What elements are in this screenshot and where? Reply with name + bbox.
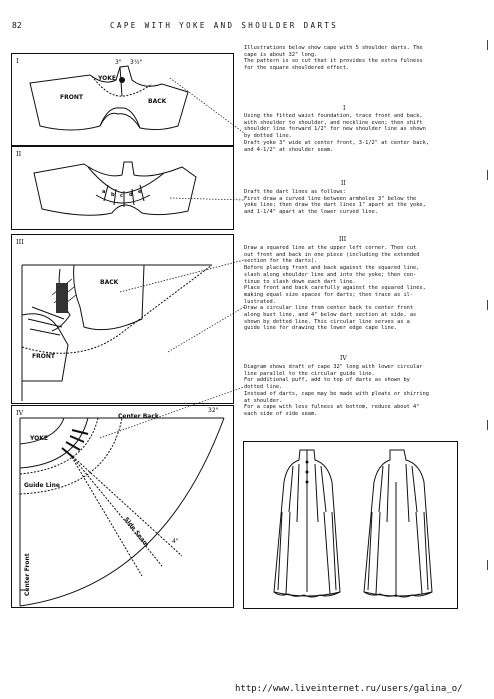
reduce-label: 4" [172, 538, 179, 545]
yoke-width-back: 3½" [130, 59, 143, 66]
margin-mark [487, 170, 492, 180]
section-number: II [341, 180, 346, 187]
yoke-label: YOKE [30, 435, 48, 442]
page-number: 82 [12, 21, 22, 30]
back-label: BACK [100, 279, 119, 286]
section-1-text: Using the fitted waist foundation, trace front and back, with shoulder to shoulder, and neckline even; then shift shoulder line forward 1/2" for new shoulder line as shown by dotted line. Draft yoke 3" wide at center front, 3-1/2" at center back, and 4-1/2" at shoulder seam. [244, 113, 429, 153]
margin-mark [487, 560, 492, 570]
center-front-label: Center Front [24, 553, 31, 596]
figure-1-panel [11, 53, 234, 146]
guide-line-label: Guide Line [24, 482, 60, 489]
intro-text: Illustrations below show cape with 5 shoulder darts. The cape is about 32" long. The pattern is so cut that it provides the extra fulness for the square shouldered effect. [244, 45, 423, 72]
dart-e: e [138, 189, 142, 195]
margin-mark [487, 40, 492, 50]
yoke-width-front: 3" [115, 59, 122, 66]
section-number: III [339, 236, 347, 243]
front-label: FRONT [60, 94, 83, 101]
yoke-label: YOKE [98, 75, 116, 82]
figure-number: II [16, 150, 22, 158]
section-2-text: Draft the dart lines as follows: First draw a curved line between armholes 3" below the yoke line; then draw the dart lines 1" apart at the yoke, and 1-1/4" apart at the lower curved line. [244, 189, 426, 216]
figure-2-panel [11, 146, 234, 230]
figure-3-panel [11, 234, 234, 404]
section-number: I [343, 105, 346, 112]
figure-number: I [16, 57, 19, 65]
figure-2-drawing [12, 147, 235, 231]
figure-4-panel [11, 405, 234, 608]
cape-illustration [243, 441, 458, 609]
watermark-url[interactable]: http://www.liveinternet.ru/users/galina_o/ [235, 684, 463, 694]
front-label: FRONT [32, 353, 55, 360]
figure-3-drawing [12, 235, 235, 405]
dart-a: a [102, 189, 106, 195]
back-label: BACK [148, 98, 167, 105]
section-3-text: Draw a squared line at the upper left corner. Then cut out front and back in one piece (including the extended section for the darts). Before placing front and back against the squared line, slash along shoulder line and into the yoke; then con- tinue to slash down each dart line. Place front and back carefully against the squared lines, making equal size spaces for darts; then trace as il- lustrated. Draw a circular line from center back to center front along bust line, and 4" below dart section at side, as shown by dotted line. This circular line serves as a guide line for drawing the lower edge cape line. [244, 245, 426, 332]
side-seam-label: Side Seam [122, 516, 150, 549]
dart-b: b [111, 192, 115, 198]
figure-number: IV [16, 409, 24, 417]
center-back-label: Center Back [118, 413, 159, 420]
dart-d: d [129, 192, 133, 198]
dart-c: c [120, 193, 123, 199]
section-4-text: Diagram shows draft of cape 32" long with lower circular line parallel to the circular guide line. For additional puff, add to top of darts as shown by dotted line. Instead of darts, cape may be made with pleats or shirring at shoulder. For a cape with less fulness at bottom, reduce about 4" each side of side seam. [244, 364, 429, 417]
page-title: CAPE WITH YOKE AND SHOULDER DARTS [110, 21, 339, 30]
cape-drawing [244, 442, 459, 610]
margin-mark [487, 300, 492, 310]
length-label: 32" [208, 407, 219, 414]
figure-number: III [16, 238, 24, 246]
figure-1-drawing [12, 54, 235, 147]
section-number: IV [340, 355, 347, 362]
margin-mark [487, 420, 492, 430]
